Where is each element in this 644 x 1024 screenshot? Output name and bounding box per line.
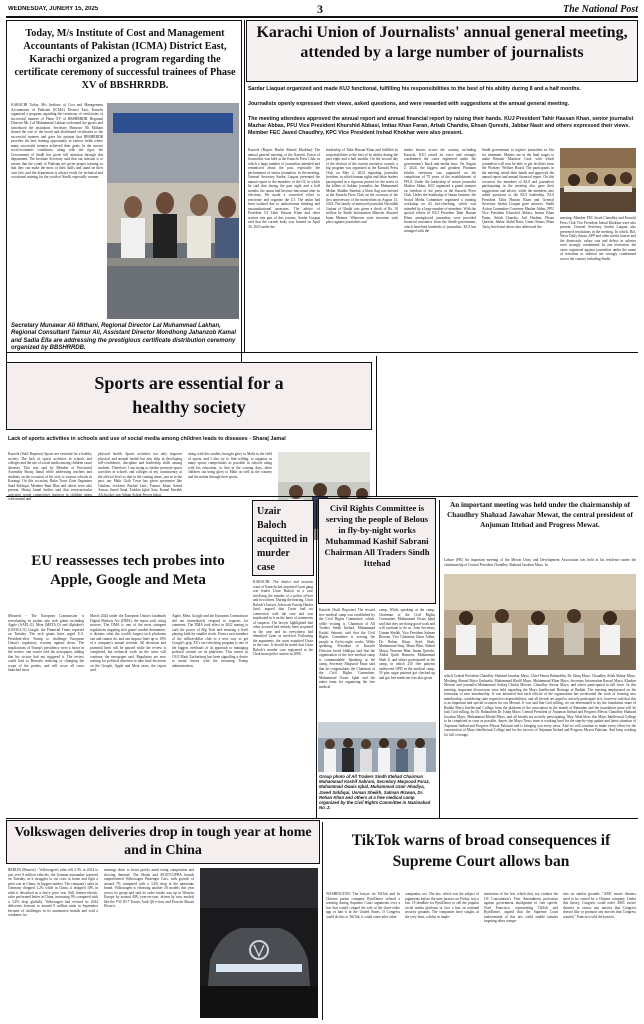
kuj-col-5: meeting. Member FEC Javed Chaudhry and Karachi Press Club Vice President Irshad Khokhar were also present. General Secretary Sardar Liaquat also presented resolutions in the meeting. In which, Bol, News Daily Aman, APP and other media houses and the dismissals, salary cuts and delays in salaries were strongly condemned. In one resolution, the cases registered against journalists under the name of terrorism or sedition are strongly condemned across the country including Sindh. [560,216,636,261]
sports-col-2: physical health. Sports activities not only improve physical and mental health but also help in developing self-confidence, discipline and leadership skills among students. Therefore, I am trying to further promote sports activities in schools and colleges of my constituency at the official level so that in the coming times, just as in the past, our Malir Goth Town has given sportsmen like Ghulam, cricketer Rashid Latif, Younus Khan, Saeed Anwar, Saeed Azad, Tashkin Iqbal Aziz, Kamal Farrukh Ali, hockey star Adnan Ashraf Pervez Iqbal, [98,452,182,497]
jawahar-body-bottom: which Central President Chaudhry Shahzad Jawahar Mayo, Chief Patron Bahauddin, Dr. Ishaq Mayo, Chaudhry Aftab Akhtar Mayo, Moulang Ahmed Mayo Umbaalia, Muhammad Khalil Mayo, Muhammad Khan Mayo, Secretary Information Rasool Mayo, Khadim Mewati and journalist Muhammad Ashfaq Chishti Mewati, Chaudhry Anwar Mayo, and others participated in full force. In this meeting, important discussions were held regarding the Mayo Intellectual Heritage of Badaki. The meeting emphasized on the formation of new membership. It was informed that each official of the organization has accelerated the work of forming new membership, considering state respective responsibilities, and all friends are urged to actively participate in it, however said that this is an important and special occasion for our Mewati. It was said that God willing, we are determined to lay the foundation stone of Badaki Mayo Intellectual College from the platform of the association in the month of Ramadan and the foundation stone will be laid, God willing, by Dr. Bahauddin Dr. Ishaq Mayo. Central President of Anjuman Ittehad and Progress Mewat Chaudhry Shahzad Jawahar Mayo, Muhammad Khalid Mayo, and all friends are actively participating. May Allah bless this Mayo Intellectual College to be completed as soon as possible. Amen, the Mayo News team is working hard for the step-by-step update and latest situation of Anjuman Ittehad and Progress Mewat Pakistan and is bringing you every news. And we will continue to make every effort for the construction of Mayo Intellectual College and for the success of Anjuman Ittehad and Progress Mewat Pakistan. And keep working for full coverage. [444,674,636,737]
eu-article [6,542,250,818]
kuj-meeting-image [560,148,636,212]
eu-col-2: March 2024 under the European Union's landmark Digital Markets Act (DMA), the report said, citing sources. The DMA is one of the most stringent regulations targeting tech giants' market dominance, it dictates what the world's largest tech platforms can and cannot do, and can impose fines up to 10% of a company's annual revenue. All decisions and potential fines will be paused while the review is completed, but technical work on the cases will continue, the newspaper said. Regulators are now waiting for political direction to take final decisions on the Google, Apple and Meta cases, the report said. [90,614,166,672]
vw-col-2: earnings drive to boost profits amid rising competition and slowing demand. The Skoda and SEAT/CUPRA brands outperformed Volkswagen Passenger Cars, with growth of around 7% compared with a 3.4% drop at the namesake brand. Volkswagen is releasing another 30 models this year across its group and said its order intake was up in Western Europe by around 40% year-on-year, driven by new models like the VW ID.7 Tourer, Audi Q6 e-tron, and Porsche Macan Electric. [104,868,194,908]
uzair-article [252,500,314,816]
tiktok-col-3: mentation of the law, which they say violates the US Constitution's First Amendment protection against government abridgment of free speech. Noel Francisco, representing TikTok and ByteDance, argued that the Supreme Court endorsement of this law could enable statutes targeting other compa- [484,892,558,923]
icmap-photo [107,103,239,319]
icmap-article [6,20,242,400]
tiktok-col-2: companies, too. The law, which was the subject of arguments before the nine justices on Friday, sets a Jan. 19 deadline for ByteDance to sell the popular social media platform or face a ban on national security grounds. The companies have sought, at the very least, a delay in imple- [405,892,479,919]
icmap-caption: Secretary Munawar Ali Mithani, Regional Director Lal Muhammad Lakhan, Regional Consultant Taimur Ali, Assistant Director Mondhong Jahanzob Kamal and Sadia Ella are addressing the prestigious certificate distribution ceremony organized by BBSHRRDB. [11,323,237,352]
sports-headline: Sports are essential for a healthy society [6,362,372,430]
kuj-col-3: media houses across the country, including Karachi, KUJ raised its voice and strongly condemned the cases registered under the government's black anti-media laws. On August 2, 2024, the biggest and grandest Platinum Jubilee ceremony was organized on the completion of 75 years of the establishment of PFUJ. Under the leadership of senior journalist Mazhar Abbas, KUJ organized a grand seminar on freedom of the press at the Karachi Press Club. Under the leadership of Imran Jasmine, the Social Media Committee organized a training workshop on AI fact-checking, which was attended by a large number of members. With the special efforts of KUJ President Tahir Hassan Khan, unemployed journalists were provided financial assistance from the Sindh government, which benefited hundreds of journalists. KUJ has arranged with the [404,148,476,233]
eu-headline: EU reassesses tech probes into Apple, Google and Meta [31,553,225,588]
jawahar-body-top: Lahore (PR) An important meeting of the Mewat Unity and Development Association was held at his residence under the chairmanship of Central President Chaudhry Shahzad Jawahar Mayo. In [444,558,636,567]
tiktok-article [324,820,638,1020]
vw-col-1: BERLIN (Reuters) - Volkswagen's sales fell 2.3% in 2024 to just over 9 million vehicles, the German automaker reported on Tuesday, as it struggles to cut costs at home and fight a price war in China, its biggest market. The company's sales in Germany dropped 1.2% while in China, it dropped 10% in what it described as a fierce price war. Still, battery-electric sales performed better in China, increasing 9% compared with a 3.4% drop globally. Volkswagen had revised its 2024 deliveries forecast to around 9 million units in September because of challenges in its automotive brands and sold a weakness for [8,868,98,917]
kuj-headline: Karachi Union of Journalists' annual general meeting, attended by a large number of journalists [246,20,638,82]
masthead-paper-name: The National Post [562,4,638,15]
vw-car-image [200,868,318,1018]
icmap-ceremony-image [107,103,239,319]
kuj-deck-1: Sardar Liaquat organized and made KUJ functional, fulfilling his responsibilities to the best of his ability during 8 and a half months. [248,86,581,92]
civil-group-image [318,722,436,772]
kuj-article [246,20,638,352]
civil-caption: Group photo of All Traders Sindh Ittehad Chairman Muhammad Kashif Sabrani, Secretary Maqsood Faraz, Muhammad Owais Iqbal, Muhammad Uzair Ahadiya, Javed Siddiqui, Usman Sheikh, Salman Rizwan, Dr. Rehan Khan and others at a free medical camp organized by the Civil Rights Committee in Nazimabad No. 2. [319,774,431,811]
jawahar-meeting-image [444,574,636,670]
tiktok-col-4: nies on similar grounds. "AMC movie theaters used to be owned by a Chinese company. Under this theory, Congress could order AMC movie theaters to censor any movies that Congress doesn't like or promote any movies that Congress wanted," Francisco told the justices. [563,892,636,919]
kuj-col-1: Karachi (Report Bashir Ahmed Khokhar) The annual general meeting of the Karachi Union of Journalists was held at the Karachi Press Club, in which a large number of journalists attended and reminisced about the past, especially the performance of senior journalists. In the meeting, General Secretary Sardar Liaquat presented the annual report to the members of the UJ, in which he said that during the past eight and a half months, the union had become functional after its elections. He made a concerted effort to reactivate and organize the UJ. The union had been isolated due to authoritarian thinking and unconstitutional measures. The advice of President UJ Tahir Hassan Khan and other seniors was part of this journey. Sardar Liaquat said that the current body was formed on April 30, 2023 under the [248,148,320,229]
tiktok-col-1: WASHINGTON: The lawyer for TikTok and its Chinese parent company ByteDance offered a warning during Supreme Court arguments over a law that would compel the sale of the short-video app or ban it in the United States. If Congress could do this to TikTok, it could come after other [326,892,400,919]
civil-article [318,498,436,818]
vw-article [6,820,320,1020]
civil-col-1: Karachi (Staff Reporter) The second free medical camp was established by the Civil Rights Committee, which, while visiting it, Chairman of All Traders Sindh Ittehad, Muhammad Kashif Sabrani, said that the Civil Rights Committee is serving the people in fly-by-night works. While speaking, President of Karachi Division Javed Siddiqui said that the organization of the free medical camp is commendable. Speaking at the camp, Secretary Maqsood Faraz said that he congratulates the Chairman of the Civil Rights Committee, Muhammad Owais Iqbal and the entire team for organizing the free medical [319,608,375,689]
uzair-body: KARACHI: The district and sessions court of Karachi has acquitted Lyari gang war leader Uzair Baloch in a case involving the murder of a police officer and two others. During the hearing, Uzair Baloch's lawyer, Advocate Farooq Haider Jatoi, argued that Uzair had no connection with the case and was implicated in it on the basis of statements of suspects. The lawyer highlighted that other accused had already been acquitted in the case and no eyewitness had identified Uzair as involved. Following the arguments, the court acquitted Uzair in the case. It should be noted that Uzair Baloch's murder case registered at the Chakiwara police station in 2009. [253,580,313,656]
eu-col-1: (Reuters) - The European Commission is reevaluating its probes into tech giants including Apple (AAPL.O), Meta (META.O) and Alphabet's (GOOGL.O) Google, the Financial Times reported on Tuesday. The tech giants have urged U.S. President-elect Trump to challenge European Union's regulatory scrutiny against them. The implications of Trump's presidency were a factor in the review, one source told the newspaper, adding that his victory had not triggered it. The review could lead to Brussels reducing or changing the scope of the probes, and will cover all cases launched since [8,614,84,672]
jawahar-headline: An important meeting was held under the chairmanship of Chaudhry Shahzad Jawahar Mewat, the central president of Anjuman Ittehad and Progress Mewat. [447,501,633,529]
kuj-deck-3: The meeting attendees approved the annual report and annual financial report by raising their hands. KUJ President Tahir Hassan Khan, senior journalist Mazhar Abbas, PFU Vice President Khurshid Abbasi, Imtiaz Khan Faran, Arbab Chandio, Ehsan Qureshi, Jabbar Nasir and others expressed their views. Member FEC Javed Chaudhry, KPC Vice President Irshad Khokhar were also present. [248,116,634,136]
masthead-date: WEDNESDAY, JUNERY 15, 2025 [8,6,99,12]
kuj-col-2: leadership of Tahir Hassan Khan and fulfilled its responsibilities to the best of its ability during the past eight and a half months. On the second day of the election of the current executive council, a big program was organized at the Karachi Press Club on May 2, 2024 regarding journalist freedom, in which human rights and labor leaders participated in a vigorous protest for the arrest of the killers of Sukkur journalist Jan Muhammad Mehar. Shabbir Sumbal, a black flag was hoisted at the Karachi Press Club on the occasion of the first anniversary of the martyrdom on August 13, 2024. The family of martyred journalist Nasrullah Gadani of Ghotki was given a check of Rs. 10 million by Sindh Information Minister Sharjeel Inam Memon. Wherever state terrorism took place against journalists and [326,148,398,224]
civil-headline: Civil Rights Committee is serving the people of Belous in fly-by-night works Muhammad Kashif Sabrani Chairman All Traders Sindh Ittehad [318,498,436,604]
tiktok-headline: TikTok warns of broad consequences if Supreme Court allows ban [351,832,611,870]
civil-photo [318,722,436,772]
icmap-headline: Today, M/s Institute of Cost and Management Accountants of Pakistan (ICMA) District East, Karachi organized a program regarding the certificate ceremony of successful trainees of Phase XV of BBSHRRDB. [14,28,236,91]
jawahar-article [442,500,638,818]
uzair-headline: Uzair Baloch acquitted in murder case [252,500,314,576]
civil-col-2: camp. While speaking at the camp, Chairman of the Civil Rights Committee, Muhammad Owais Iqbal said that they are doing good work and will continue to do so. Joint Secretary Usman Sheikh, Vice President Salman Rizwan, Vice Chairman Umar Adhia, Dr. Rehan Khan, Syed Shah, Muhammad Siraj, Mumi Bhai, Shahid Masai, Waseem Bhai, Imran Qureshi, Abdul Qadir Hanseen, Muhammad Shah Ji, and others participated in the camp, in which 235 free patients underwent OPD in the medical camp, 50 plus sugar patients got checked up and got free medicine was also given [379,608,435,680]
kuj-col-4: Sindh government to register journalists in Sisi for treatment. Matters are in the final stages to make Benazir Mazdoor Card, with which journalists will now be able to get facilities from the Workers' Welfare Board. The participants in the meeting raised their hands and approved the annual report and annual financial report. On this occasion, the members of KUJ and journalists participating in the meeting also gave their suggestions and advice, while the attendees also asked questions to the KUJ leadership. KUJ President Tahir Hassan Khan and General Secretary Sardar Liaquat gave answers. Sindh Action Committee Convener Mazhar Abbas, PFU Vice President Khurshid Abbasi, Imtiaz Khan Faran, Arbab Chandio, Arif Hashmi, Ehsan Qureshi, Jabbar Abdul Nasir, Umar Ghauri, Mian Tariq Javed and others also addressed the [482,148,554,229]
kuj-photo [560,148,636,212]
sports-col-3: along with this studies, brought glory to Malir in the field of sports, and I also try to find willing, to organize as many sports competitions as possible in schools along with his education, so that in the coming days, these children can bring glory to Malir as well as the country and the nation through their sports. [188,452,272,479]
sports-col-1: Karachi (Staff Reporter) Sports are essential for a healthy society. The lack of sports activities in schools and colleges and the use of social media among children cause diseases. This was said by Member of Provincial Assembly Sharaj Jamal while addressing teachers and students on the occasion of his visit to various schools in Korangi. On this occasion, Rukn Town Zone Organizer Saad Siddiqui, Member Rani Bhai and others were also present. Sharaj Jamal further said that extracurricular activities create competitive instincts in children along with mental and [8,452,92,501]
icmap-body: KARACHI Today, M/s Institute of Cost and Management Accountants of Pakistan (ICMA) District East, Karachi organized a program regarding the ceremony of certificates of successful trainees of Phase XV of BBSHRRDB. Regional Director Mr. Lal Muhammad Lakhan welcomed the guests and introduced the institution. Secretary Manzoor Ali Mithani shared the role of the board and distributed certificates to the successful trainees and gave his opinion that BBSHRRDB provides the best training opportunity in various fields where many successful trainees achieved their goals. In the current socio-economic conditions, along with the rigor, the Government of Sindh has given full attention through this department. The Institute Secretary said that our mission is to ensure that the youth of Pakistan are given proper training so that they can make the most of their skills and stand on their own feet, and the department is always ready for technical and vocational training for the youth of Sindh, especially women. [11,103,103,179]
eu-col-3: Apple, Meta, Google and the European Commission did not immediately respond to requests for comment. The DMA took effect in 2022 aiming to curb the power of Big Tech and ensuring a level playing field for smaller rivals. From a new member of the trillion-dollar club to a new way to get Google's grip. EU's fact-checking program is one of the biggest overhauls of its approach to managing political content on its platforms. This comes as CEO Mark Zuckerberg has been signalling a desire to mend fences with the incoming Trump administration. [172,614,248,668]
page-number: 3 [317,2,323,16]
sports-deck: Lack of sports activities in schools and use of social media among children leads to diseases - Sharaj Jamal [8,436,286,442]
vw-photo [200,868,318,1018]
vw-headline: Volkswagen deliveries drop in tough year at home and in China [6,820,320,864]
jawahar-photo [444,574,636,670]
kuj-deck-2: Journalists openly expressed their views, asked questions, and were rewarded with suggestions at the annual general meeting. [248,101,570,107]
